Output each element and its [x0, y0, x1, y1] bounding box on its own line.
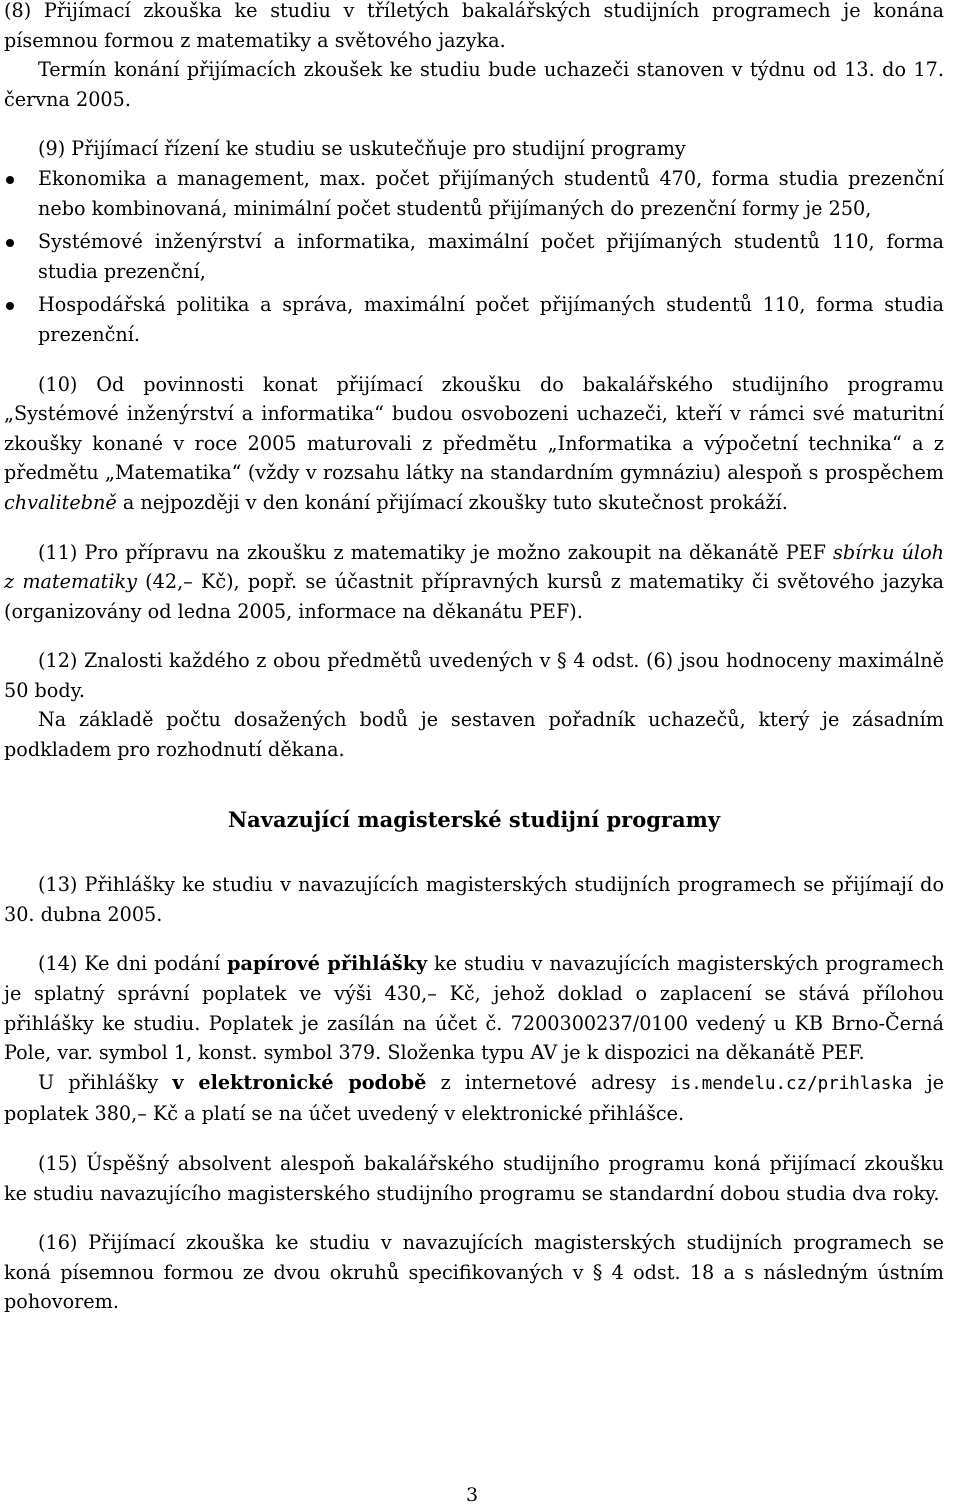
paragraph-15: (15) Úspěšný absolvent alespoň bakalářského studijního programu koná přijímací zkoušku ke studiu navazujícího magisterského studijního programu se standardní dobou studia dva roky.: [4, 1152, 944, 1205]
paragraph-14: [4, 949, 944, 1067]
bullet-icon: [6, 239, 14, 247]
paragraph-14-bold: papírové přihlášky: [227, 952, 428, 976]
document-page: [4, 0, 944, 1317]
paragraph-9-intro: (9) Přijímací řízení ke studiu se uskutečňuje pro studijní programy: [38, 137, 686, 161]
paragraph-14-text-cont: ke studiu v navazujících magisterských programech je splatný správní poplatek ve výši 430,– Kč, jehož doklad o zaplacení se stává přílohou přihlášky ke studiu. Poplatek je zasílán na účet č. 7200300237/0100 vedený u KB Brno-Černá Pole, var. symbol 1, konst. symbol 379. Složenka typu AV je k dispozici na děkanátě PEF.: [4, 952, 944, 1065]
list-item: [4, 290, 944, 349]
list-item-text: Systémové inženýrství a informatika, maximální počet přijímaných studentů 110, forma studia prezenční,: [38, 230, 944, 283]
paragraph-14-e-text-cont: z internetové adresy: [426, 1070, 671, 1094]
list-item-text: Ekonomika a management, max. počet přijímaných studentů 470, forma studia prezenční nebo kombinovaná, minimální počet studentů přijímaných do prezenční formy je 250,: [38, 166, 944, 220]
paragraph-8-exam-dates: Termín konání přijímacích zkoušek ke studiu bude uchazeči stanoven v týdnu od 13. do 17. června 2005.: [4, 58, 944, 111]
paragraph-10-emphasis: chvalitebně: [4, 490, 117, 514]
paragraph-16: (16) Přijímací zkouška ke studiu v navazujících magisterských studijních programech se koná písemnou formou ze dvou okruhů specifikovaných v § 4 odst. 18 a s následným ústním pohovorem.: [4, 1231, 944, 1314]
paragraph-12: (12) Znalosti každého z obou předmětů uvedených v § 4 odst. (6) jsou hodnoceny maximálně 50 body.: [4, 649, 944, 702]
paragraph-11-text: (11) Pro přípravu na zkoušku z matematiky je možno zakoupit na děkanátě PEF: [38, 540, 834, 564]
paragraph-10: [4, 370, 944, 518]
paragraph-14-text: (14) Ke dni podání: [38, 952, 228, 976]
list-item-text: Hospodářská politika a správa, maximální počet přijímaných studentů 110, forma studia prezenční.: [38, 293, 944, 346]
study-programs-list: [4, 164, 944, 350]
paragraph-11: [4, 538, 944, 627]
list-item: [4, 164, 944, 223]
paragraph-8: (8) Přijímací zkouška ke studiu v tříletých bakalářských studijních programech je konána písemnou formou z matematiky a světového jazyka.: [4, 0, 944, 52]
application-url-link[interactable]: is.mendelu.cz/prihlaska: [670, 1073, 913, 1094]
page-number: 3: [465, 1484, 479, 1506]
paragraph-10-text: (10) Od povinnosti konat přijímací zkoušku do bakalářského studijního programu „Systémové inženýrství a informatika“ budou osvobozeni uchazeči, kteří v rámci své maturitní zkoušky konané v roce 2005 maturovali z předmětu „Informatika a výpočetní technika“ a z předmětu „Matematika“ (vždy v rozsahu látky na standardním gymnáziu) alespoň s prospěchem: [4, 372, 944, 485]
paragraph-14-e-bold: v elektronické podobě: [172, 1070, 427, 1094]
paragraph-14-e-text: U přihlášky: [38, 1070, 173, 1094]
paragraph-14-electronic: [4, 1068, 944, 1129]
paragraph-12-ranking: Na základě počtu dosažených bodů je sestaven pořadník uchazečů, který je zásadním podkladem pro rozhodnutí děkana.: [4, 708, 944, 762]
paragraph-14-e-text-end: je poplatek 380,– Kč a platí se na účet uvedený v elektronické přihlášce.: [4, 1070, 944, 1126]
list-item: [4, 227, 944, 286]
paragraph-10-text-end: a nejpozději v den konání přijímací zkoušky tuto skutečnost prokáží.: [116, 490, 788, 514]
bullet-icon: [6, 176, 14, 184]
paragraph-11-text-end: (42,– Kč), popř. se účastnit přípravných kursů z matematiky či světového jazyka (organizovány od ledna 2005, informace na děkanátu PEF).: [4, 570, 944, 623]
paragraph-11-emphasis: sbírku úloh z matematiky: [4, 540, 944, 594]
paragraph-13: (13) Přihlášky ke studiu v navazujících magisterských studijních programech se přijímají do 30. dubna 2005.: [4, 873, 944, 926]
section-heading: Navazující magisterské studijní programy: [227, 806, 721, 832]
bullet-icon: [6, 302, 14, 310]
